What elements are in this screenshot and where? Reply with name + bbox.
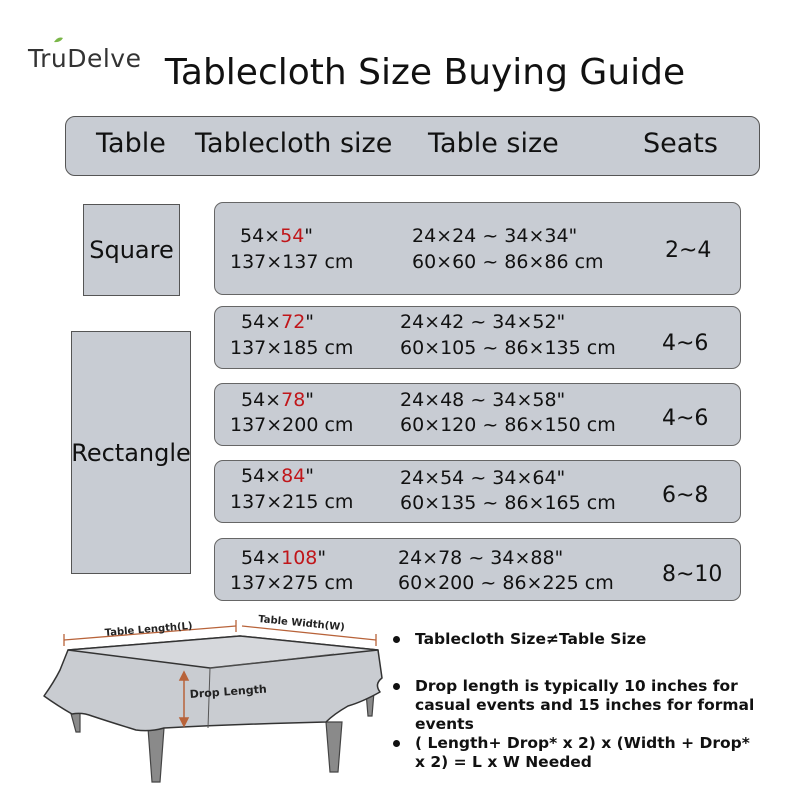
cloth-size-inches: 54×54" — [240, 225, 314, 247]
cloth-size-inches: 54×108" — [241, 547, 327, 569]
cloth-size-cm: 137×215 cm — [230, 491, 354, 513]
cloth-size-inches: 54×78" — [241, 389, 315, 411]
cloth-size-cm: 137×275 cm — [230, 572, 354, 594]
seats-value: 4~6 — [662, 406, 709, 431]
brand-part-2: u — [51, 44, 67, 73]
brand-part-3: Delve — [67, 44, 142, 73]
label-drop-length: Drop Length — [189, 682, 268, 701]
table-size-inches: 24×78 ~ 34×88" — [398, 547, 564, 569]
seats-value: 4~6 — [662, 331, 709, 356]
header-table: Table — [96, 128, 166, 159]
table-size-inches: 24×24 ~ 34×34" — [412, 225, 578, 247]
leaf-icon — [53, 37, 64, 43]
header-tablecloth-size: Tablecloth size — [195, 128, 393, 159]
table-size-cm: 60×135 ~ 86×165 cm — [400, 492, 616, 514]
cloth-size-cm: 137×137 cm — [230, 251, 354, 273]
table-size-inches: 24×54 ~ 34×64" — [400, 467, 566, 489]
seats-value: 8~10 — [662, 562, 723, 587]
bullet-icon — [393, 636, 400, 643]
table-size-cm: 60×120 ~ 86×150 cm — [400, 414, 616, 436]
header-seats: Seats — [643, 128, 718, 159]
tablecloth-diagram — [30, 610, 390, 795]
label-table-length: Table Length(L) — [104, 620, 193, 639]
table-size-cm: 60×60 ~ 86×86 cm — [412, 251, 604, 273]
table-size-inches: 24×42 ~ 34×52" — [400, 311, 566, 333]
cloth-size-inches: 54×72" — [241, 311, 315, 333]
size-row — [214, 202, 741, 295]
header-table-size: Table size — [428, 128, 559, 159]
table-size-cm: 60×105 ~ 86×135 cm — [400, 337, 616, 359]
table-size-cm: 60×200 ~ 86×225 cm — [398, 572, 614, 594]
seats-value: 6~8 — [662, 483, 709, 508]
table-size-inches: 24×48 ~ 34×58" — [400, 389, 566, 411]
page-title: Tablecloth Size Buying Guide — [164, 52, 686, 93]
label-table-width: Table Width(W) — [257, 614, 346, 634]
type-square: Square — [83, 204, 180, 296]
type-rectangle: Rectangle — [71, 331, 191, 574]
bullet-icon — [393, 740, 400, 747]
cloth-size-cm: 137×185 cm — [230, 337, 354, 359]
cloth-size-cm: 137×200 cm — [230, 414, 354, 436]
brand-part-1: Tr — [28, 44, 51, 73]
cloth-size-inches: 54×84" — [241, 465, 315, 487]
bullet-icon — [393, 683, 400, 690]
seats-value: 2~4 — [665, 238, 712, 263]
